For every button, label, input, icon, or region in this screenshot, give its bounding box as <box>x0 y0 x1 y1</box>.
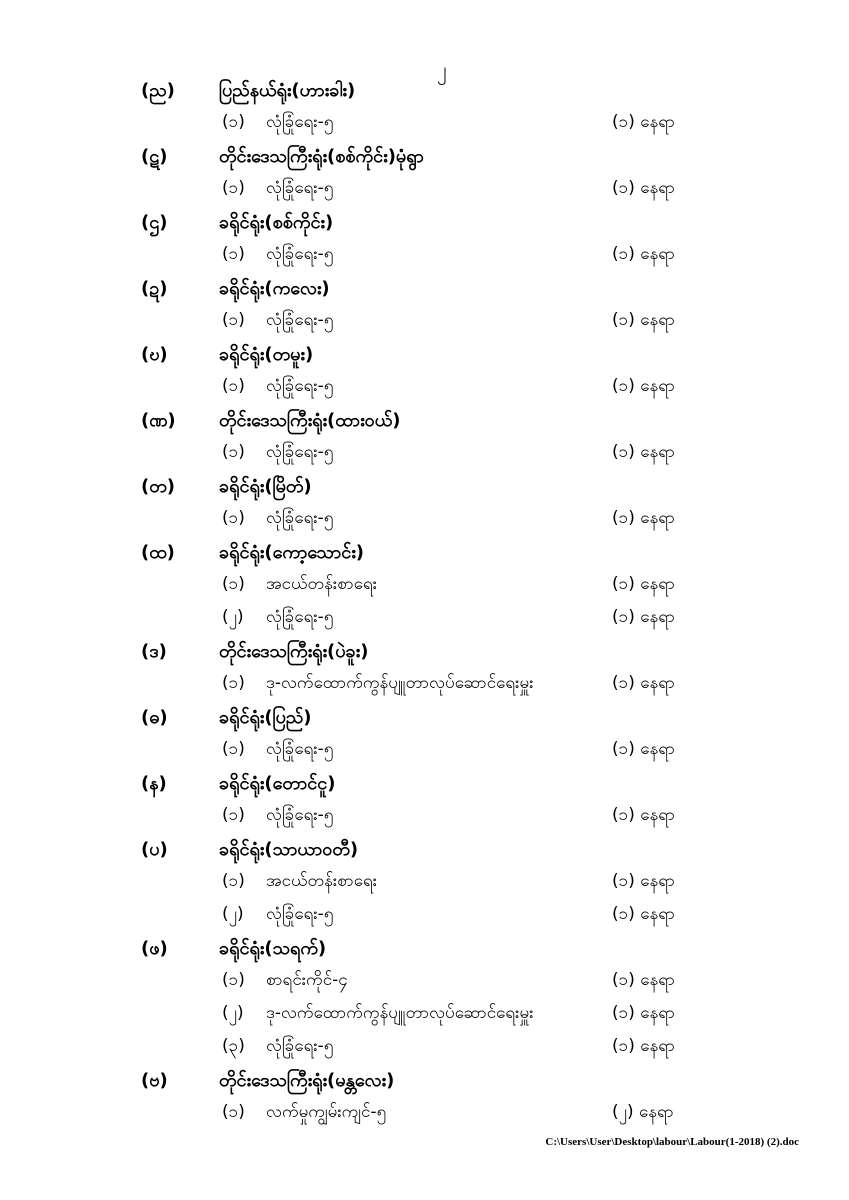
position-count: (၁) နေရာ <box>612 1036 676 1056</box>
section-number: (ဌ) <box>141 212 168 233</box>
position-count: (၁) နေရာ <box>612 310 676 330</box>
position-number: (၂) <box>222 1003 244 1023</box>
position-number: (၁) <box>222 112 245 132</box>
position-row <box>0 606 849 636</box>
position-title: လုံခြုံရေး-၅ <box>266 376 334 396</box>
position-title: လက်မှုကျွမ်းကျင်-၅ <box>266 1102 387 1122</box>
position-title: လုံခြုံရေး-၅ <box>266 1036 334 1056</box>
position-count: (၁) နေရာ <box>612 607 676 627</box>
section-heading-row <box>0 936 849 966</box>
position-title: လုံခြုံရေး-၅ <box>266 904 334 924</box>
position-count: (၁) နေရာ <box>612 739 676 759</box>
section-number: (န) <box>141 773 167 794</box>
position-number: (၂) <box>222 904 244 924</box>
position-title: လုံခြုံရေး-၅ <box>266 508 334 528</box>
position-row <box>0 804 849 834</box>
section-heading-row <box>0 705 849 735</box>
position-title: လုံခြုံရေး-၅ <box>266 805 334 825</box>
position-title: လုံခြုံရေး-၅ <box>266 112 334 132</box>
section-heading-row <box>0 474 849 504</box>
position-title: လုံခြုံရေး-၅ <box>266 442 334 462</box>
position-number: (၁) <box>222 508 245 528</box>
position-row <box>0 309 849 339</box>
section-title: ခရိုင်ရုံး(စစ်ကိုင်း) <box>219 212 334 233</box>
position-title: အငယ်တန်းစာရေး <box>266 574 378 594</box>
position-title: ဒု-လက်ထောက်ကွန်ပျူတာလုပ်ဆောင်ရေးမှူး <box>266 673 534 693</box>
section-number: (ဒ) <box>141 641 167 662</box>
position-title: စာရင်းကိုင်-၄ <box>266 970 348 990</box>
position-title: လုံခြုံရေး-၅ <box>266 739 334 759</box>
section-title: ခရိုင်ရုံး(တမူး) <box>219 344 314 365</box>
position-row <box>0 111 849 141</box>
position-number: (၁) <box>222 310 245 330</box>
section-number: (ဋ) <box>141 146 168 167</box>
section-title: ခရိုင်ရုံး(ပြည်) <box>219 707 312 728</box>
position-title: လုံခြုံရေး-၅ <box>266 178 334 198</box>
section-title: တိုင်းဒေသကြီးရုံး(စစ်ကိုင်း)မုံရွာ <box>219 146 424 167</box>
position-number: (၁) <box>222 1102 245 1122</box>
position-number: (၁) <box>222 442 245 462</box>
section-heading-row <box>0 837 849 867</box>
section-number: (ည) <box>141 80 175 101</box>
position-count: (၁) နေရာ <box>612 970 676 990</box>
position-row <box>0 903 849 933</box>
position-row <box>0 1002 849 1032</box>
section-title: ခရိုင်ရုံး(သရက်) <box>219 938 327 959</box>
position-count: (၁) နေရာ <box>612 805 676 825</box>
section-title: ခရိုင်ရုံး(ကော့သောင်း) <box>219 542 365 563</box>
position-count: (၁) နေရာ <box>612 244 676 264</box>
section-heading-row <box>0 276 849 306</box>
position-number: (၁) <box>222 805 245 825</box>
position-number: (၁) <box>222 244 245 264</box>
section-title: ပြည်နယ်ရုံး(ဟားခါး) <box>219 80 356 101</box>
position-number: (၂) <box>222 607 244 627</box>
section-heading-row <box>0 1068 849 1098</box>
position-number: (၁) <box>222 871 245 891</box>
section-heading-row <box>0 408 849 438</box>
position-title: လုံခြုံရေး-၅ <box>266 310 334 330</box>
section-title: တိုင်းဒေသကြီးရုံး(ပဲခူး) <box>219 641 369 662</box>
section-heading-row <box>0 540 849 570</box>
section-number: (ဍ) <box>141 278 168 299</box>
section-heading-row <box>0 771 849 801</box>
position-row <box>0 870 849 900</box>
position-row <box>0 573 849 603</box>
position-count: (၁) နေရာ <box>612 871 676 891</box>
position-number: (၁) <box>222 673 245 693</box>
section-heading-row <box>0 144 849 174</box>
position-number: (၁) <box>222 739 245 759</box>
position-title: ဒု-လက်ထောက်ကွန်ပျူတာလုပ်ဆောင်ရေးမှူး <box>266 1003 534 1023</box>
section-title: ခရိုင်ရုံး(မြိတ်) <box>219 476 312 497</box>
position-number: (၁) <box>222 970 245 990</box>
position-row <box>0 243 849 273</box>
position-row <box>0 1035 849 1065</box>
position-title: အငယ်တန်းစာရေး <box>266 871 378 891</box>
section-heading-row <box>0 342 849 372</box>
position-row <box>0 441 849 471</box>
section-title: တိုင်းဒေသကြီးရုံး(မန္တလေး) <box>219 1070 395 1091</box>
section-heading-row <box>0 210 849 240</box>
position-row <box>0 507 849 537</box>
position-row <box>0 672 849 702</box>
position-count: (၁) နေရာ <box>612 442 676 462</box>
section-number: (ပ) <box>141 839 168 860</box>
position-row <box>0 1101 849 1131</box>
position-number: (၁) <box>222 376 245 396</box>
position-count: (၁) နေရာ <box>612 574 676 594</box>
footer-file-path: C:\Users\User\Desktop\labour\Labour(1-2018) (2).doc <box>545 1136 799 1148</box>
position-title: လုံခြုံရေး-၅ <box>266 607 334 627</box>
position-number: (၁) <box>222 178 245 198</box>
section-number: (တ) <box>141 476 175 497</box>
position-title: လုံခြုံရေး-၅ <box>266 244 334 264</box>
page-number: ၂ <box>437 57 447 81</box>
position-row <box>0 375 849 405</box>
position-row <box>0 969 849 999</box>
position-count: (၁) နေရာ <box>612 112 676 132</box>
section-heading-row <box>0 78 849 108</box>
section-number: (ဎ) <box>141 344 168 365</box>
position-count: (၁) နေရာ <box>612 1003 676 1023</box>
section-number: (ဏ) <box>141 410 176 431</box>
position-count: (၁) နေရာ <box>612 508 676 528</box>
position-count: (၁) နေရာ <box>612 673 676 693</box>
section-title: တိုင်းဒေသကြီးရုံး(ထားဝယ်) <box>219 410 401 431</box>
section-title: ခရိုင်ရုံး(တောင်ငူ) <box>219 773 336 794</box>
position-count: (၁) နေရာ <box>612 904 676 924</box>
section-title: ခရိုင်ရုံး(ကလေး) <box>219 278 330 299</box>
section-heading-row <box>0 639 849 669</box>
section-number: (ဗ) <box>141 1070 168 1091</box>
position-count: (၂) နေရာ <box>612 1102 674 1122</box>
section-number: (ထ) <box>141 542 175 563</box>
position-row <box>0 177 849 207</box>
section-number: (ဓ) <box>141 707 168 728</box>
position-count: (၁) နေရာ <box>612 178 676 198</box>
position-number: (၃) <box>222 1036 245 1056</box>
position-number: (၁) <box>222 574 245 594</box>
section-title: ခရိုင်ရုံး(သာယာဝတီ) <box>219 839 359 860</box>
section-number: (ဖ) <box>141 938 168 959</box>
position-count: (၁) နေရာ <box>612 376 676 396</box>
position-row <box>0 738 849 768</box>
